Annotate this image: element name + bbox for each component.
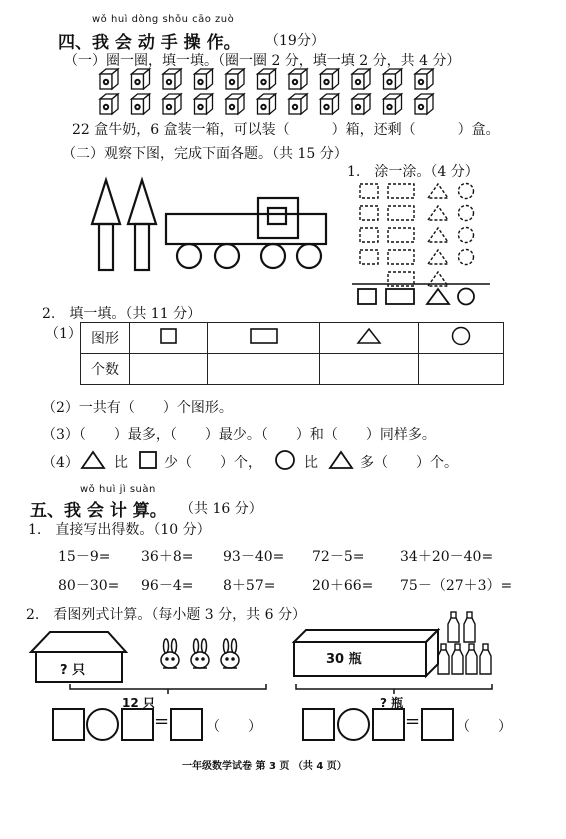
section5-score: （共 16 分） bbox=[180, 501, 263, 517]
milk-carton-icon[interactable] bbox=[352, 69, 370, 89]
question-3: （3）（ ）最多，（ ）最少。（ ）和（ ）同样多。 bbox=[42, 427, 436, 443]
picture-calc-task: 2. 看图列式计算。（每小题 3 分，共 6 分） bbox=[26, 607, 306, 623]
triangle-shape bbox=[128, 180, 156, 224]
milk-carton-icon[interactable] bbox=[195, 94, 213, 114]
milk-carton-icon[interactable] bbox=[321, 69, 339, 89]
wheel-circle bbox=[215, 244, 239, 268]
calc-item: 93－40= bbox=[223, 549, 285, 565]
section5-pinyin: wǒ huì jì suàn bbox=[80, 484, 156, 495]
operator-circle[interactable] bbox=[337, 708, 370, 741]
calc-item: 72－5= bbox=[312, 549, 365, 565]
section4-score: （19分） bbox=[265, 33, 325, 49]
milk-carton-icon[interactable] bbox=[226, 69, 244, 89]
crate-picture bbox=[290, 628, 440, 680]
total-label-left: 12 只 bbox=[122, 696, 155, 710]
section4-pinyin: wǒ huì dòng shǒu cāo zuò bbox=[92, 14, 235, 25]
calc-item: 75－（27＋3）= bbox=[400, 578, 513, 594]
triangle-shape bbox=[92, 180, 120, 224]
milk-carton-icon[interactable] bbox=[163, 69, 181, 89]
calc-task: 1. 直接写出得数。（10 分） bbox=[28, 522, 211, 538]
milk-carton-icon[interactable] bbox=[321, 94, 339, 114]
bottles-picture bbox=[436, 612, 496, 678]
fill-task: 2. 填一填。（共 11 分） bbox=[42, 306, 202, 322]
coloring-grid bbox=[352, 182, 492, 312]
answer-box[interactable] bbox=[121, 708, 154, 741]
answer-box[interactable] bbox=[421, 708, 454, 741]
answer-box[interactable] bbox=[372, 708, 405, 741]
table-row-label: 图形 bbox=[81, 323, 130, 354]
house-label: ? 只 bbox=[60, 663, 86, 678]
milk-carton-icon[interactable] bbox=[100, 69, 118, 89]
crate-label: 30 瓶 bbox=[326, 652, 362, 667]
calc-item: 8＋57= bbox=[223, 578, 276, 594]
milk-carton-icon[interactable] bbox=[384, 94, 402, 114]
milk-carton-icon[interactable] bbox=[415, 69, 433, 89]
milk-carton-icon[interactable] bbox=[195, 69, 213, 89]
wheel-circle bbox=[177, 244, 201, 268]
circle-icon bbox=[274, 449, 296, 471]
part2-heading: （二）观察下图，完成下面各题。（共 15 分） bbox=[62, 146, 348, 162]
rectangle-icon bbox=[249, 328, 279, 344]
shape-count-table bbox=[80, 322, 504, 385]
rectangle-shape bbox=[135, 224, 149, 270]
equals-sign: = bbox=[154, 711, 170, 732]
calc-item: 96－4= bbox=[141, 578, 194, 594]
unit-paren: （ ） bbox=[456, 719, 512, 735]
milk-carton-icon[interactable] bbox=[258, 94, 276, 114]
question-2: （2）一共有（ ）个图形。 bbox=[42, 400, 233, 416]
rabbits-picture bbox=[158, 638, 248, 674]
section5-title: 五、我 会 计 算。 bbox=[30, 501, 167, 521]
milk-carton-icon[interactable] bbox=[289, 94, 307, 114]
color-task: 1. 涂一涂。（4 分） bbox=[347, 164, 479, 180]
unit-paren: （ ） bbox=[206, 719, 262, 735]
total-label-right: ? 瓶 bbox=[380, 696, 404, 710]
triangle-icon bbox=[80, 450, 106, 470]
table-question-number: （1） bbox=[45, 326, 82, 342]
milk-carton-icon[interactable] bbox=[415, 94, 433, 114]
milk-carton-icon[interactable] bbox=[132, 69, 150, 89]
calc-item: 15－9= bbox=[58, 549, 111, 565]
triangle-icon bbox=[356, 327, 382, 345]
milk-carton-icon[interactable] bbox=[100, 94, 118, 114]
milk-carton-icon[interactable] bbox=[289, 69, 307, 89]
count-cell-triangle[interactable] bbox=[320, 354, 419, 385]
answer-box[interactable] bbox=[170, 708, 203, 741]
milk-carton-icon[interactable] bbox=[258, 69, 276, 89]
shape-picture bbox=[88, 176, 328, 276]
calc-item: 36＋8= bbox=[141, 549, 194, 565]
count-cell-rectangle[interactable] bbox=[208, 354, 320, 385]
milk-carton-icon[interactable] bbox=[384, 69, 402, 89]
triangle-icon bbox=[328, 450, 354, 470]
answer-box[interactable] bbox=[302, 708, 335, 741]
milk-carton-icon[interactable] bbox=[163, 94, 181, 114]
page-footer: 一年级数学试卷 第 3 页 （共 4 页） bbox=[182, 761, 347, 772]
question-4: （4） 比 少（ ）个， 比 多（ ）个。 bbox=[42, 450, 522, 472]
house-picture bbox=[28, 628, 128, 688]
answer-box[interactable] bbox=[52, 708, 85, 741]
table-row-label: 个数 bbox=[81, 354, 130, 385]
calc-item: 20＋66= bbox=[312, 578, 374, 594]
calc-item: 34＋20－40= bbox=[400, 549, 494, 565]
count-cell-square[interactable] bbox=[130, 354, 208, 385]
square-icon bbox=[138, 450, 158, 470]
total-brace-left bbox=[68, 682, 268, 696]
equals-sign: = bbox=[405, 711, 421, 732]
section4-title: 四、我 会 动 手 操 作。 bbox=[58, 33, 241, 53]
calc-item: 80－30= bbox=[58, 578, 120, 594]
truck-window bbox=[268, 208, 286, 224]
milk-carton-icon[interactable] bbox=[226, 94, 244, 114]
circle-icon bbox=[450, 326, 472, 346]
wheel-circle bbox=[261, 244, 285, 268]
milk-carton-icon[interactable] bbox=[352, 94, 370, 114]
truck-cab bbox=[258, 198, 298, 238]
square-icon bbox=[159, 328, 179, 344]
milk-carton-icon[interactable] bbox=[132, 94, 150, 114]
operator-circle[interactable] bbox=[86, 708, 119, 741]
truck-body bbox=[166, 214, 326, 244]
part1-question: 22 盒牛奶，6 盒装一箱，可以装（ ）箱，还剩（ ）盒。 bbox=[72, 122, 500, 138]
count-cell-circle[interactable] bbox=[418, 354, 503, 385]
part1-heading: （一）圈一圈，填一填。（圈一圈 2 分，填一填 2 分，共 4 分） bbox=[64, 53, 461, 69]
milk-carton-grid bbox=[98, 68, 448, 118]
rectangle-shape bbox=[99, 224, 113, 270]
wheel-circle bbox=[297, 244, 321, 268]
